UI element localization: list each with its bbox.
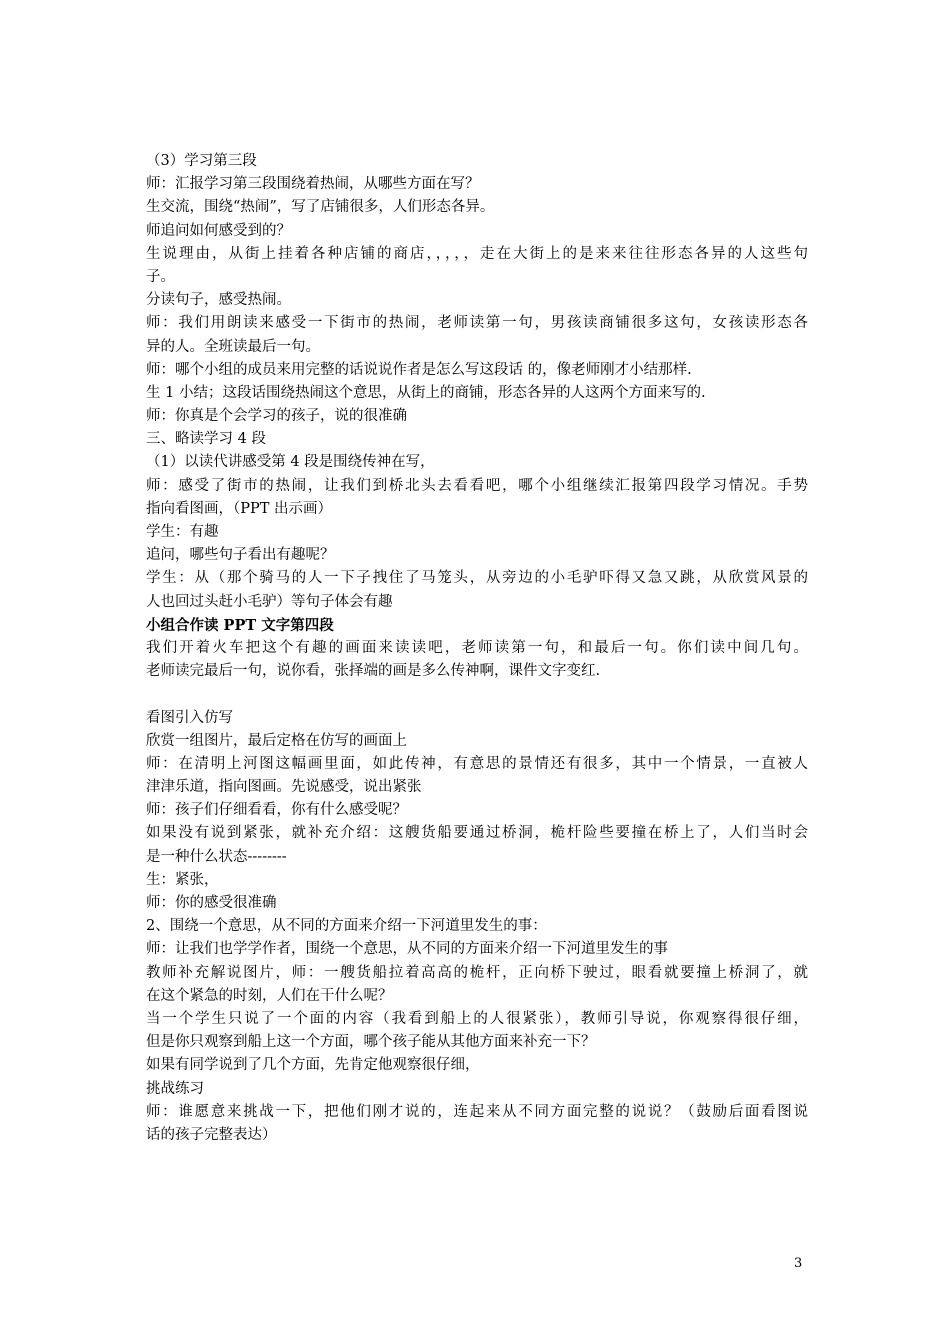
text-line: 看图引入仿写 <box>146 709 233 726</box>
text-line: 话的孩子完整表达） <box>146 1126 277 1143</box>
document-body <box>146 150 808 1147</box>
text-line: 如果没有说到紧张，就补充介绍：这艘货船要通过桥洞，桅杆险些要撞在桥上了，人们当时会 <box>146 825 808 842</box>
text-line: 师：汇报学习第三段围绕着热闹，从哪些方面在写？ <box>146 176 480 193</box>
text-line: （3）学习第三段 <box>146 153 257 169</box>
text-line: 生交流，围绕“热闹”，写了店铺很多，人们形态各异。 <box>146 199 495 216</box>
text-line: 学生：有趣 <box>146 524 219 540</box>
text-line: 津津乐道，指向图画。先说感受，说出紧张 <box>146 779 422 796</box>
text-line: 生 1 小结；这段话围绕热闹这个意思，从街上的商铺，形态各异的人这两个方面来写的. <box>146 384 706 401</box>
text-line: 生说理由，从街上挂着各种店铺的商店，，，，，走在大街上的是来来往往形态各异的人这些句 <box>146 245 808 262</box>
text-line: 教师补充解说图片，师：一艘货船拉着高高的桅杆，正向桥下驶过，眼看就要撞上桥洞了，就 <box>146 964 808 981</box>
text-line: 师：孩子们仔细看看，你有什么感受呢？ <box>146 802 407 819</box>
text-line: 师：谁愿意来挑战一下，把他们刚才说的，连起来从不同方面完整的说说？（鼓励后面看图说 <box>146 1103 808 1120</box>
text-line: （1）以读代讲感受第 4 段是围绕传神在写， <box>146 454 435 471</box>
text-line: 2、围绕一个意思，从不同的方面来介绍一下河道里发生的事： <box>146 918 547 935</box>
text-line: 师：你真是个会学习的孩子，说的很准确 <box>146 408 407 425</box>
text-line: 挑战练习 <box>146 1080 204 1097</box>
text-line: 当一个学生只说了一个面的内容（我看到船上的人很紧张），教师引导说，你观察得很仔细， <box>146 1010 808 1027</box>
text-line: 如果有同学说到了几个方面，先肯定他观察很仔细， <box>146 1057 480 1074</box>
text-line: 分读句子，感受热闹。 <box>146 292 291 309</box>
text-line: 师：你的感受很准确 <box>146 895 277 911</box>
text-line: 子。 <box>146 268 175 285</box>
text-line: 但是你只观察到船上这一个方面，哪个孩子能从其他方面来补充一下？ <box>146 1034 596 1051</box>
page-number: 3 <box>794 1256 803 1271</box>
text-line: 我们开着火车把这个有趣的画面来读读吧，老师读第一句，和最后一句。你们读中间几句。 <box>146 639 808 656</box>
text-line: 在这个紧急的时刻，人们在干什么呢？ <box>146 987 393 1004</box>
text-line: 师：在清明上河图这幅画里面，如此传神，有意思的景情还有很多，其中一个情景，一直被人 <box>146 755 808 772</box>
text-line: 师：我们用朗读来感受一下街市的热闹，老师读第一句，男孩读商铺很多这句，女孩读形态各 <box>146 315 808 332</box>
text-line: 生：紧张， <box>146 871 219 888</box>
text-line: 追问，哪些句子看出有趣呢？ <box>146 547 335 564</box>
blank-line <box>146 683 808 706</box>
text-line: 师：感受了街市的热闹，让我们到桥北头去看看吧，哪个小组继续汇报第四段学习情况。手势 <box>146 477 808 494</box>
text-line: 三、略读学习 4 段 <box>146 431 266 448</box>
text-line: 师：哪个小组的成员来用完整的话说说作者是怎么写这段话 的，像老师刚才小结那样. <box>146 361 692 378</box>
text-line: 指向看图画，（PPT 出示画） <box>146 500 333 517</box>
text-line: 师：让我们也学学作者，围绕一个意思，从不同的方面来介绍一下河道里发生的事 <box>146 941 668 958</box>
text-line: 老师读完最后一句，说你看，张择端的画是多么传神啊，课件文字变红. <box>146 663 601 680</box>
text-line: 人也回过头赶小毛驴）等句子体会有趣 <box>146 593 393 610</box>
text-line: 异的人。全班读最后一句。 <box>146 338 320 355</box>
text-line: 学生：从（那个骑马的人一下子拽住了马笼头，从旁边的小毛驴吓得又急又跳，从欣赏风景的 <box>146 570 808 587</box>
text-line: 是一种什么状态-------- <box>146 848 287 865</box>
text-line: 小组合作读 PPT 文字第四段 <box>146 616 334 634</box>
text-line: 欣赏一组图片，最后定格在仿写的画面上 <box>146 732 407 749</box>
text-line: 师追问如何感受到的？ <box>146 222 291 239</box>
